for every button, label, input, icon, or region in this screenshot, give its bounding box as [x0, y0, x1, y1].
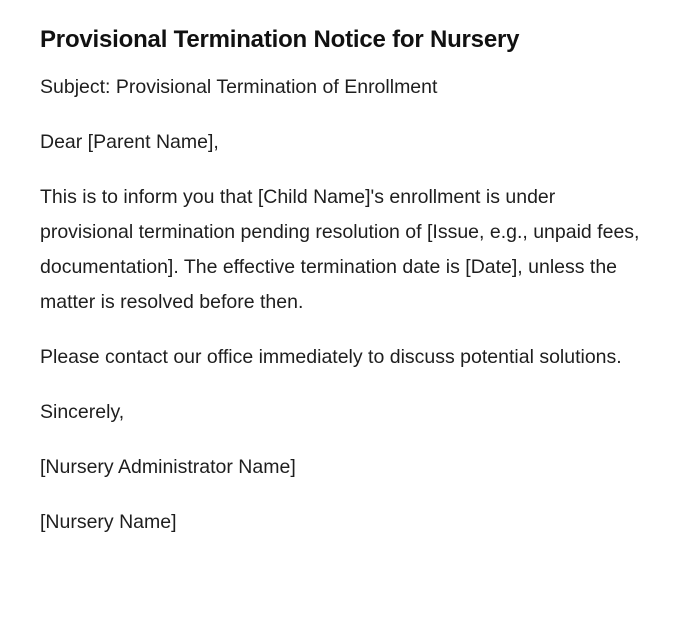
subject-line: Subject: Provisional Termination of Enrollment	[40, 76, 438, 98]
organization-name: [Nursery Name]	[40, 511, 177, 533]
body-paragraph-notice: This is to inform you that [Child Name]'s enrollment is under provisional termination pending resolution of [Issue, e.g., unpaid fees, documentation]. The effective termination date is [Date], unless the matter is resolved before then.	[40, 186, 640, 313]
document-title: Provisional Termination Notice for Nursery	[40, 26, 520, 53]
body-paragraph-contact: Please contact our office immediately to discuss potential solutions.	[40, 346, 622, 368]
salutation: Dear [Parent Name],	[40, 131, 219, 153]
signer-name: [Nursery Administrator Name]	[40, 456, 296, 478]
closing: Sincerely,	[40, 401, 125, 423]
